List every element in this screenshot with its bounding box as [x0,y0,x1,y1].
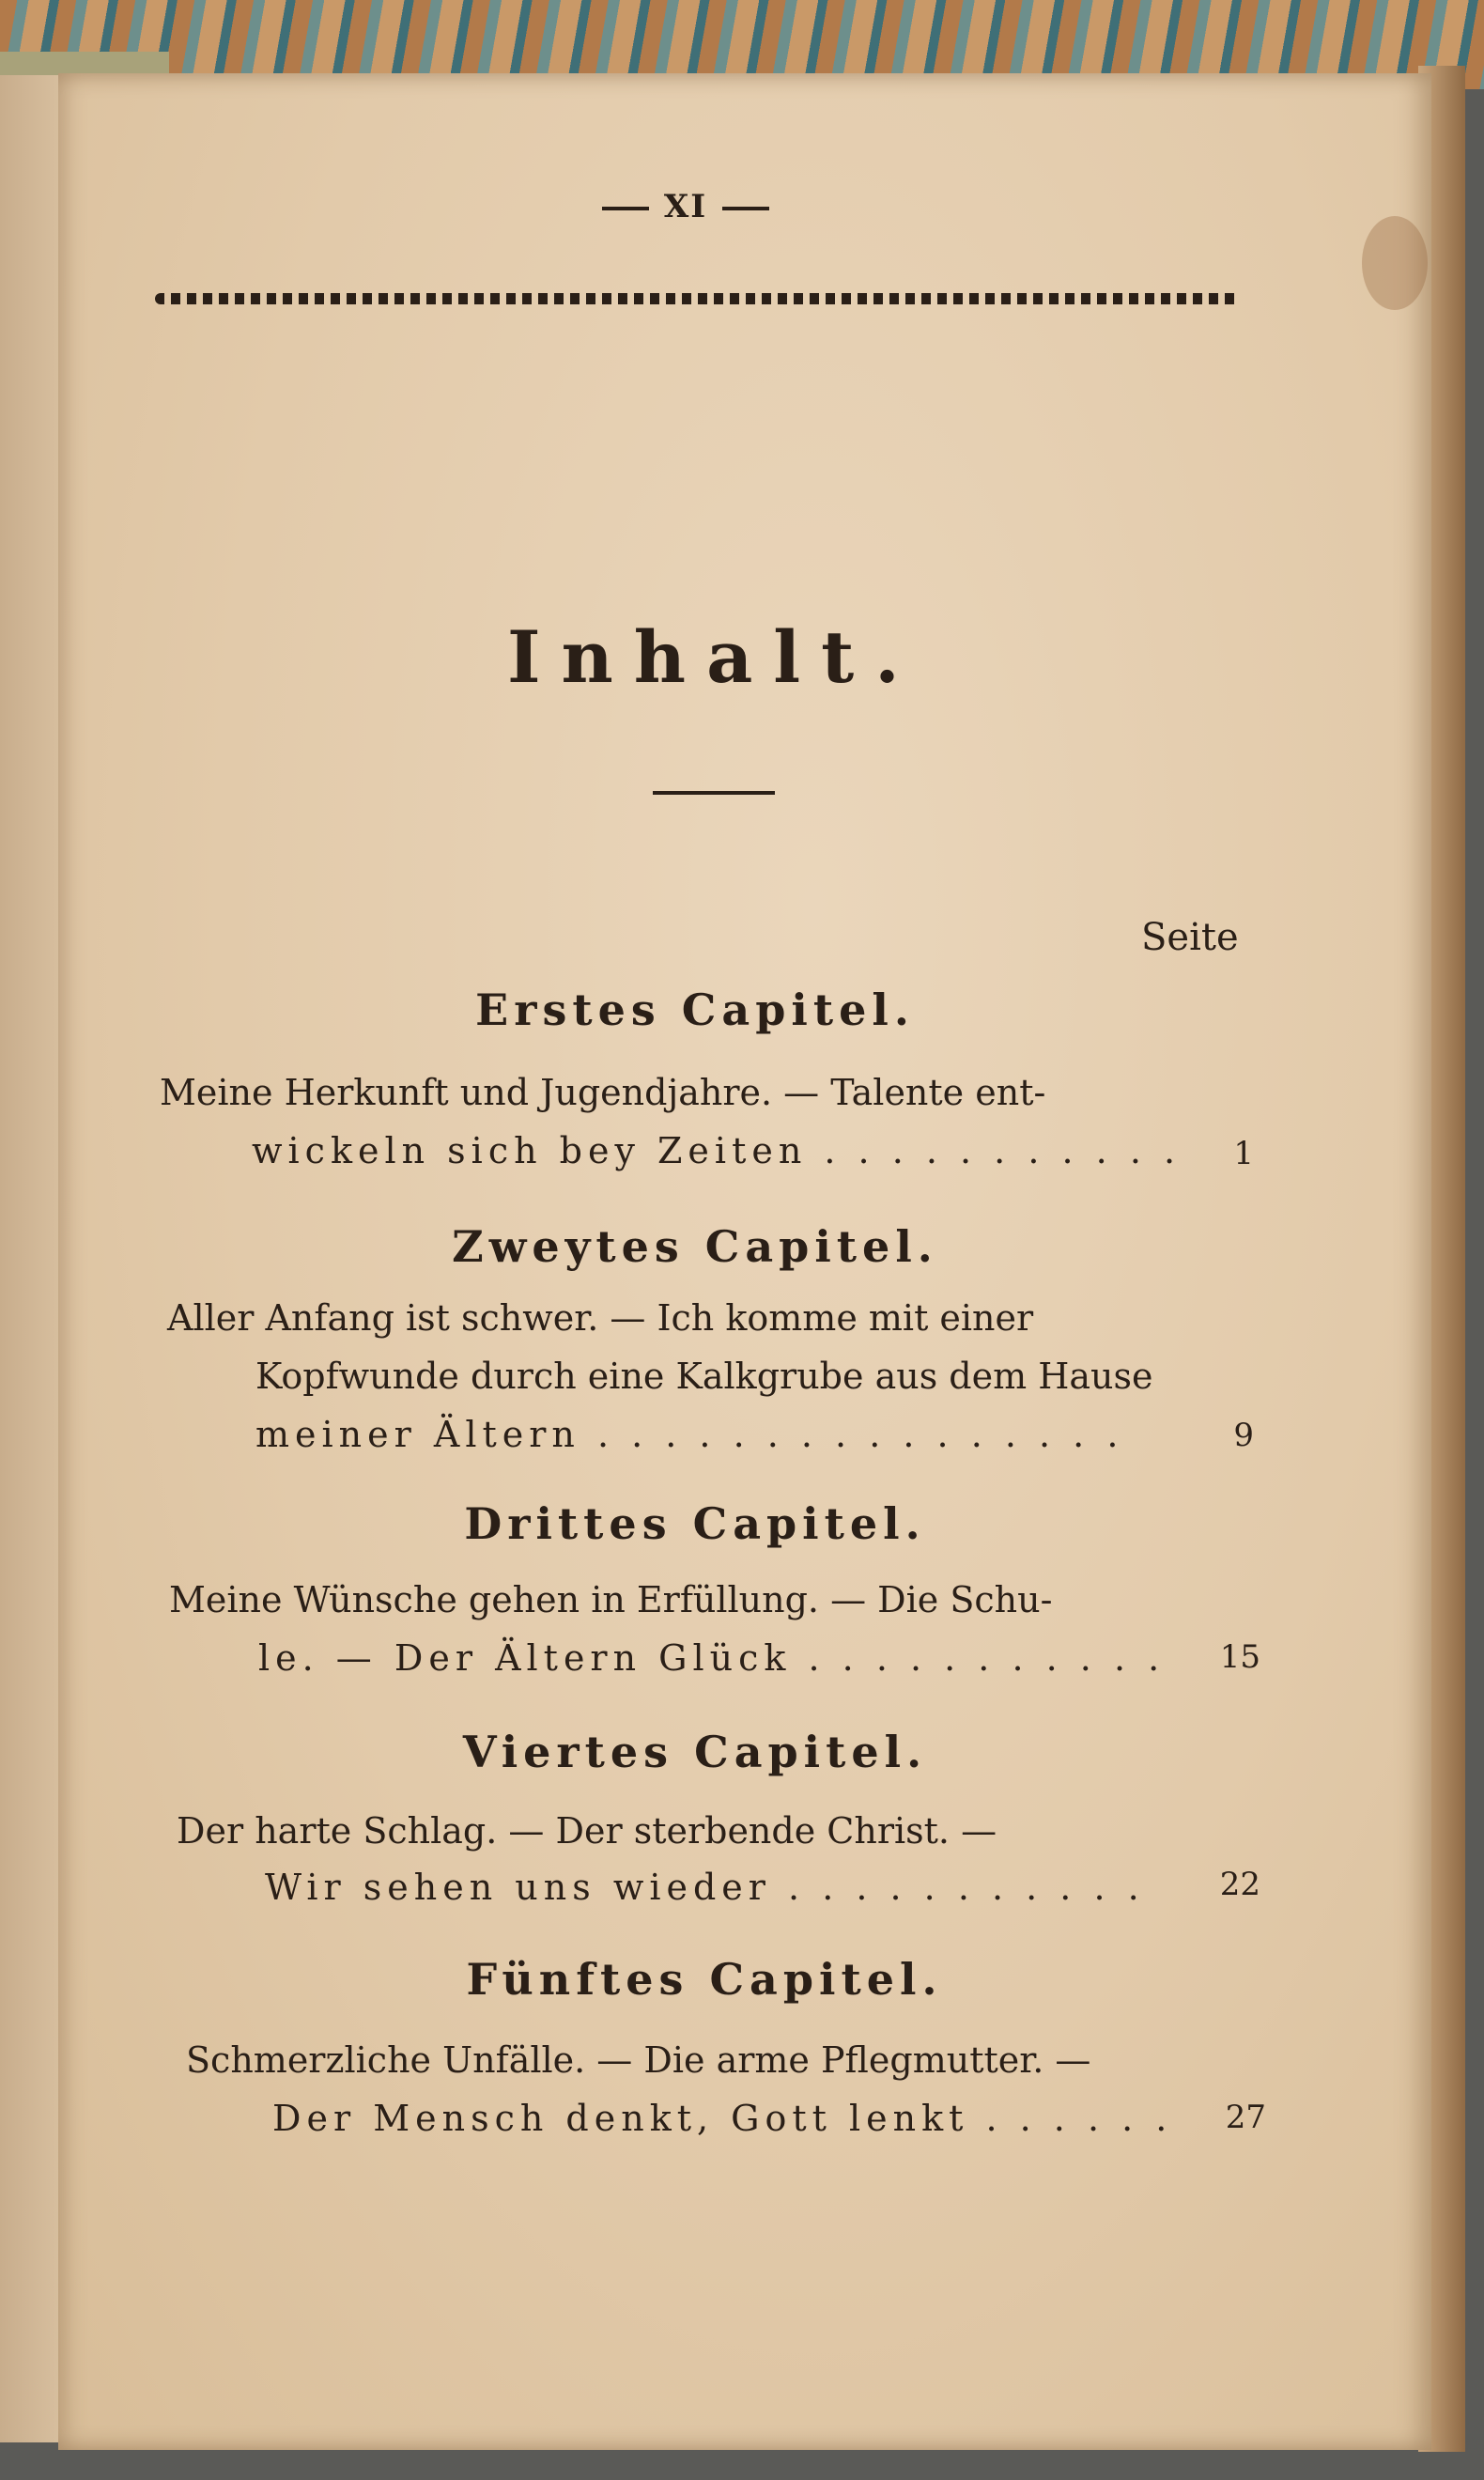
ornamental-rule [155,293,1240,304]
chapter-entry-line: Aller Anfang ist schwer. — Ich komme mit einer [167,1297,1034,1339]
page-number: 1 [1233,1135,1254,1172]
chapter-entry-line: le. — Der Ältern Glück . . . . . . . . . . . [258,1637,1166,1679]
page-stain [1362,216,1428,310]
title-rule [653,791,775,795]
header-dash-right [722,207,769,210]
chapter-heading: Fünftes Capitel. [466,1954,943,2005]
chapter-entry-line: Wir sehen uns wieder . . . . . . . . . . . [265,1867,1145,1908]
chapter-entry-line: Meine Herkunft und Jugendjahre. — Talente ent- [160,1072,1046,1113]
header-dash-left [602,207,649,210]
chapter-entry-line: meiner Ältern . . . . . . . . . . . . . . . . [255,1414,1124,1455]
chapter-entry-line: Der harte Schlag. — Der sterbende Christ. — [177,1810,997,1852]
chapter-heading: Zweytes Capitel. [452,1221,938,1272]
chapter-entry-line: Kopfwunde durch eine Kalkgrube aus dem Hause [255,1356,1153,1397]
chapter-entry-line: Der Mensch denkt, Gott lenkt . . . . . . [272,2098,1173,2139]
chapter-entry-line: Schmerzliche Unfälle. — Die arme Pflegmutter. — [186,2039,1091,2081]
page-column-label: Seite [1141,916,1239,959]
chapter-heading: Erstes Capitel. [475,984,915,1035]
chapter-entry-line: wickeln sich bey Zeiten . . . . . . . . . . . [252,1130,1182,1171]
page-number: 15 [1219,1638,1260,1676]
chapter-entry-line: Meine Wünsche gehen in Erfüllung. — Die Schu- [169,1579,1053,1620]
chapter-heading: Viertes Capitel. [462,1727,928,1777]
page-title: Inhalt. [507,615,920,699]
folio-number: XI [663,188,708,225]
page-number: 22 [1219,1866,1260,1903]
page-header [545,188,827,225]
chapter-heading: Drittes Capitel. [464,1498,926,1549]
page-number: 27 [1225,2099,1266,2136]
page-number: 9 [1233,1417,1254,1454]
